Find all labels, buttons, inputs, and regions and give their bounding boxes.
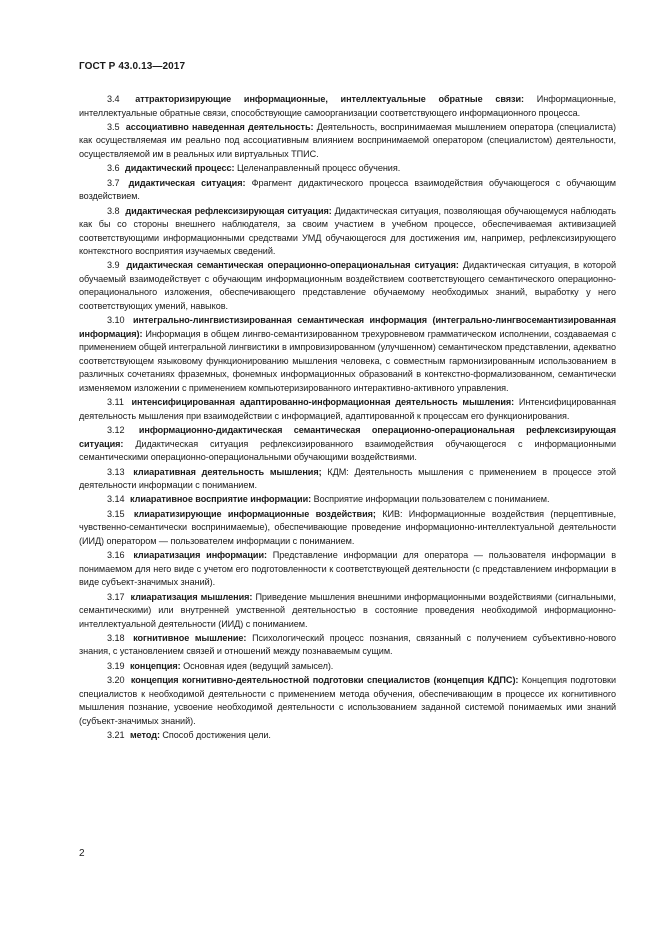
entry-term: клиаратизирующие информационные воздействия;: [133, 508, 376, 519]
definition-entry: [79, 162, 616, 176]
entry-text: Представление информации для оператора — пользователя информации в понимаемом для него виде с учетом его подготовленности к соответствующей деятельности (с представлением информации в виде субъект-значимых знаний).: [79, 550, 617, 588]
entry-term: дидактическая ситуация:: [128, 177, 246, 188]
definition-entry: [79, 121, 616, 162]
entry-number: 3.15: [107, 508, 125, 519]
definition-entry: [79, 549, 616, 590]
entry-term: клиаративное восприятие информации:: [129, 494, 312, 505]
definition-entry: [79, 729, 616, 743]
entry-text: Восприятие информации пользователем с пониманием.: [313, 494, 550, 505]
definitions-list: [79, 93, 616, 744]
entry-text: Целенаправленный процесс обучения.: [236, 163, 401, 174]
definition-entry: [79, 632, 616, 659]
entry-number: 3.8: [107, 205, 120, 216]
entry-number: 3.14: [107, 494, 125, 505]
entry-number: 3.17: [107, 591, 125, 602]
entry-number: 3.12: [107, 425, 125, 436]
entry-term: когнитивное мышление:: [133, 632, 247, 643]
definition-entry: [79, 93, 616, 120]
entry-term: интегрально-лингвистизированная семантическая информация (интегрально-лингвосемантизированная информация):: [79, 315, 617, 339]
entry-number: 3.9: [107, 260, 120, 271]
entry-number: 3.4: [107, 94, 120, 104]
entry-text: КДМ: Деятельность мышления с применением в процессе этой деятельности информации с пониманием.: [79, 466, 616, 491]
definition-entry: [79, 177, 616, 204]
entry-number: 3.18: [107, 632, 125, 643]
page-number: 2: [79, 848, 85, 859]
entry-number: 3.16: [107, 550, 125, 561]
entry-number: 3.5: [107, 121, 120, 132]
entry-text: Информационные, интеллектуальные обратные связи, способствующие самоорганизации соответствующего информационного процесса.: [79, 94, 616, 118]
entry-term: клиаратизация мышления:: [130, 591, 253, 602]
entry-text: КИВ: Информационные воздействия (перцептивные, чувственно-семантически воспринимаемые), обеспечивающие проведение информационно-интеллектуальной деятельности (ИИД) оператором — пользователем информации с пониманием.: [79, 508, 617, 546]
entry-term: концепция:: [129, 660, 181, 671]
definition-entry: [79, 674, 616, 728]
definition-entry: [79, 314, 616, 395]
entry-number: 3.11: [107, 397, 124, 408]
entry-text: Фрагмент дидактического процесса взаимодействия обучающегося с обучающим воздействием.: [79, 177, 616, 202]
entry-text: Дидактическая ситуация, позволяющая обучающемуся наблюдать как бы со стороны внешнего наблюдателя, за своим участием в учебном процессе, обеспечиваемая активизацией соответствующими информационными средствами УМД обучающегося для достижения им, например, рефлексизирующего контекстного восприятия изучаемых сведений.: [79, 205, 616, 257]
entry-number: 3.6: [107, 163, 120, 174]
entry-text: Приведение мышления внешними информационными воздействиями (сигнальными, семантическими) или внутренней умственной деятельностью в состояние проведения необходимой информационно-интеллектуальной деятельности (ИИД) с пониманием.: [79, 591, 616, 629]
entry-term: метод:: [129, 730, 160, 741]
entry-term: интенсифицированная адаптированно-информационная деятельность мышления:: [131, 397, 515, 408]
entry-text: Концепция подготовки специалистов к необходимой деятельности с применением метода обучения, обеспечивающим в процессе их когнитивного мышления познание, усвоение необходимой деятельности с использованием заданной системой понимаемых ими знаний (субъект-значимых знаний).: [79, 675, 616, 726]
entry-text: Дидактическая ситуация, в которой обучаемый взаимодействует с обучающим информационным воздействием соответствующего семантического операционно-операционального изложения, обеспечивающего представление обучаемому необходимых знаний, выработку у него соответствующих умений, навыков.: [79, 260, 616, 311]
entry-number: 3.19: [107, 660, 125, 671]
entry-number: 3.7: [107, 177, 120, 188]
entry-term: концепция когнитивно-деятельностной подготовки специалистов (концепция КДПС):: [130, 675, 519, 686]
definition-entry: [79, 424, 616, 465]
entry-text: Информация в общем лингво-семантизированном трехуровневом грамматическом исполнении, создаваемая с применением общей интегральной лингвистики в импровизированном (улучшенном) семантическом представлении, адекватно соответствующем языковому функционированию мышления человека, с совместным гармонизированным использованием в различных сочетаниях фраземных, фонемных информационных образований в контекстно-формализованном, семантически изменяемом изложении с применением компьютеризированного интерактивно-активного управления.: [79, 328, 616, 393]
entry-term: ассоциативно наведенная деятельность:: [125, 121, 314, 132]
entry-text: Психологический процесс познания, связанный с получением субъективно-нового знания, с установлением связей и отношений между познаваемым сущим.: [79, 632, 616, 657]
definition-entry: [79, 660, 616, 674]
entry-term: клиаратизация информации:: [133, 550, 267, 561]
document-header: ГОСТ Р 43.0.13—2017: [79, 61, 186, 72]
entry-text: Интенсифицированная деятельность мышления при взаимодействии с информацией, адаптированной к процессам его функционирования.: [79, 397, 616, 421]
entry-term: дидактическая рефлексизирующая ситуация:: [125, 205, 332, 216]
entry-text: Способ достижения цели.: [162, 730, 271, 741]
entry-term: дидактическая семантическая операционно-операциональная ситуация:: [126, 260, 459, 271]
entry-number: 3.20: [107, 675, 125, 686]
entry-term: информационно-дидактическая семантическая операционно-операциональная рефлексизирующая ситуация:: [79, 425, 616, 449]
entry-number: 3.21: [107, 730, 125, 741]
entry-number: 3.13: [107, 466, 125, 477]
definition-entry: [79, 508, 616, 549]
entry-text: Деятельность, воспринимаемая мышлением оператора (специалиста) как осуществляемая им реально под ассоциативным влиянием воспринимаемой оператором (специалистом) деятельности, осуществляемой им в реальных или виртуальных ТПИС.: [79, 121, 616, 159]
definition-entry: [79, 493, 616, 507]
definition-entry: [79, 205, 616, 259]
definition-entry: [79, 466, 616, 493]
entry-text: Дидактическая ситуация рефлексизированного взаимодействия обучающегося с информационными семантическими операционно-операциональными обучающими воздействиями.: [79, 438, 616, 463]
entry-number: 3.10: [107, 315, 125, 326]
entry-term: дидактический процесс:: [124, 163, 235, 174]
definition-entry: [79, 259, 616, 313]
definition-entry: [79, 591, 616, 632]
entry-term: клиаративная деятельность мышления;: [133, 466, 322, 477]
entry-term: аттракторизирующие информационные, интеллектуальные обратные связи:: [135, 94, 525, 104]
definition-entry: [79, 396, 616, 423]
entry-text: Основная идея (ведущий замысел).: [183, 660, 334, 671]
